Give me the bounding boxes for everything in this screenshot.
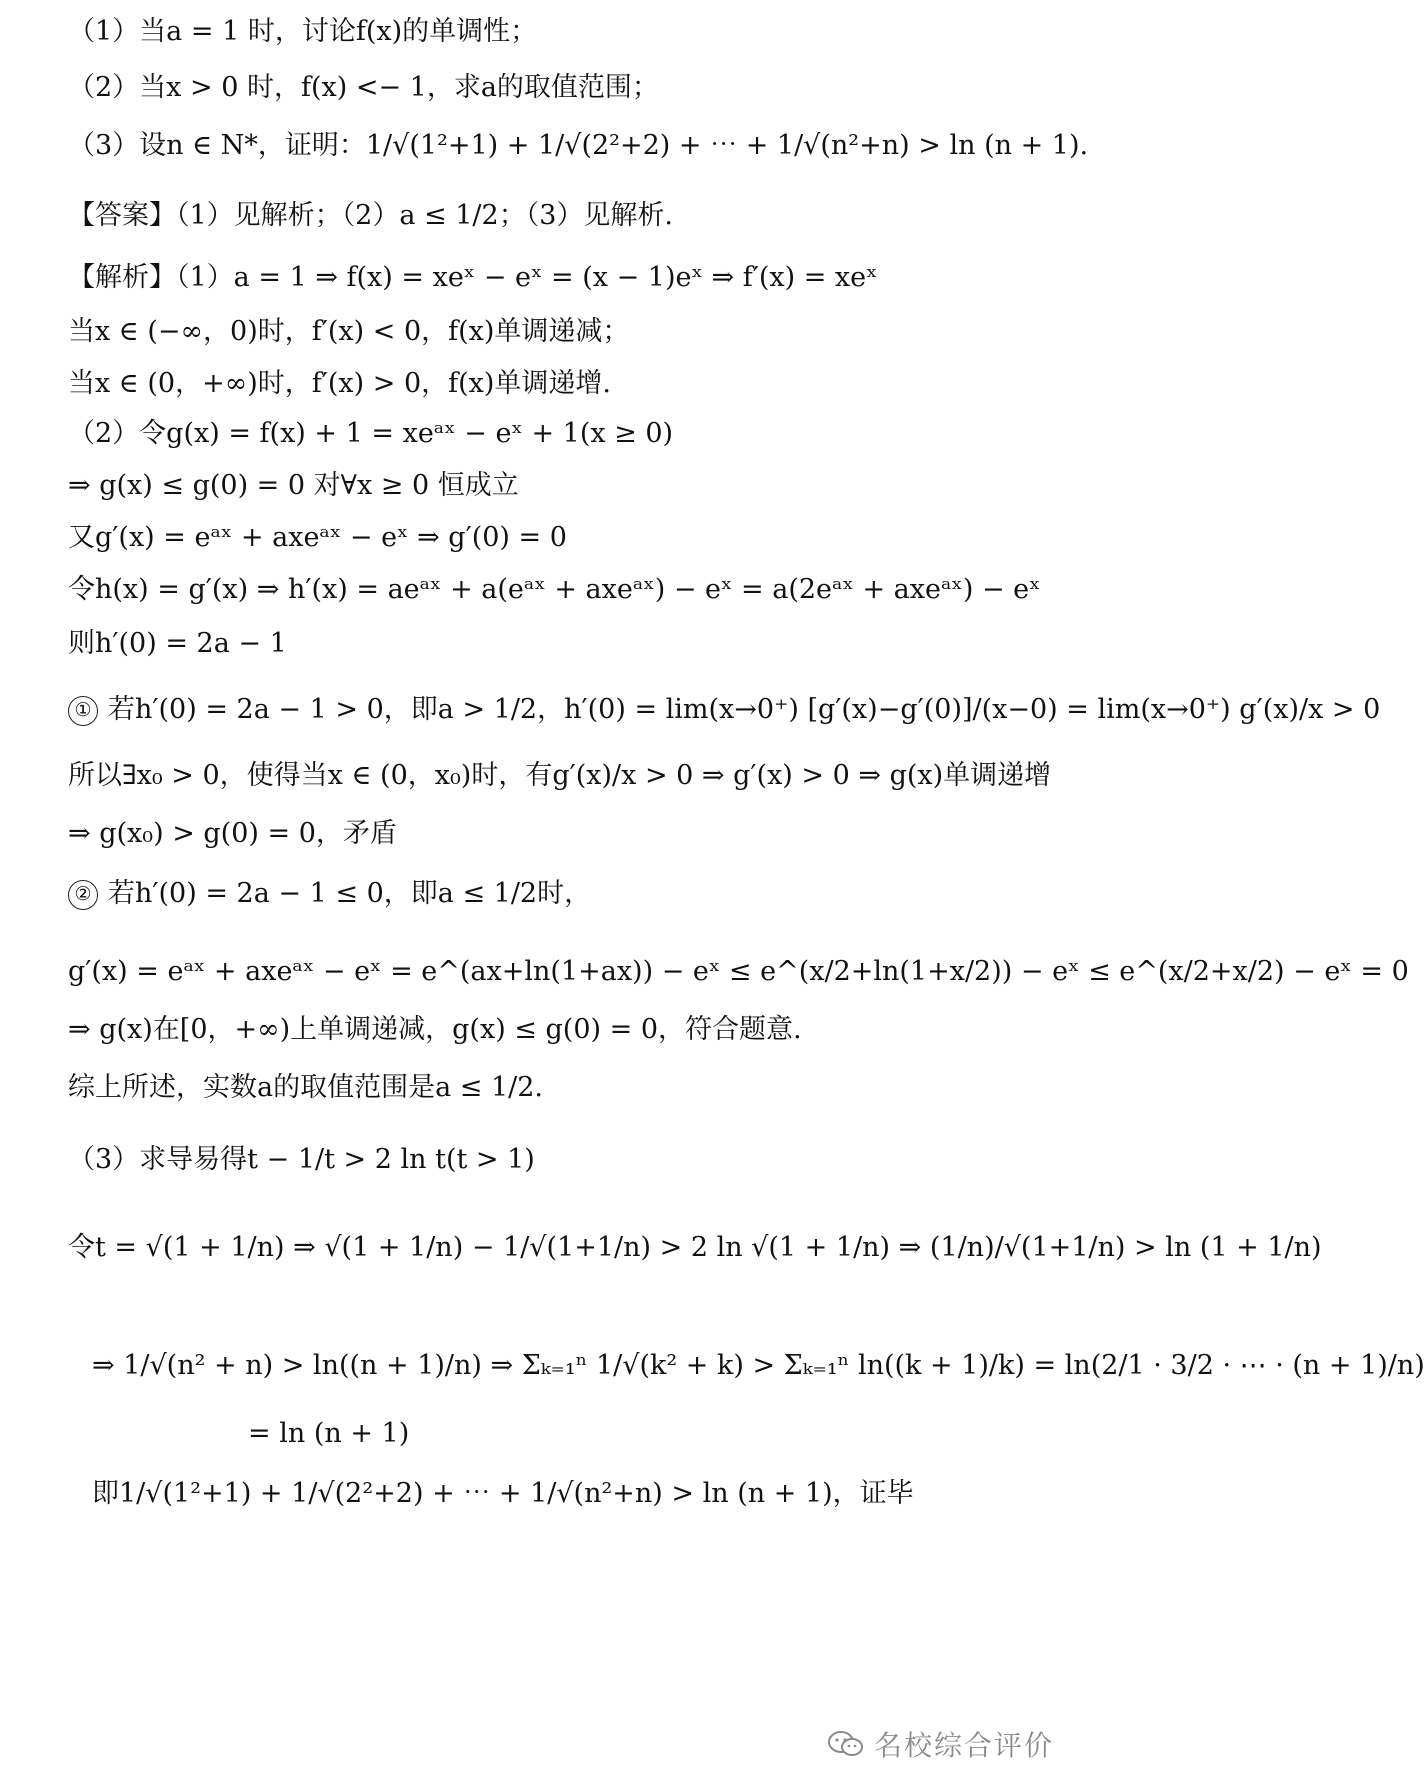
case-2-line (68, 874, 591, 914)
solution-line-16: （3）求导易得t − 1/t > 2 ln t(t > 1) (68, 1144, 535, 1175)
solution-line-19: = ln (n + 1) (248, 1418, 410, 1449)
solution-line-10: 所以∃x₀ > 0，使得当x ∈ (0，x₀)时，有g′(x)/x > 0 ⇒ g′(x) > 0 ⇒ g(x)单调递增 (68, 760, 1052, 791)
solution-line-8: 则h′(0) = 2a − 1 (68, 628, 287, 659)
problem-part-3: （3）设n ∈ N*，证明：1/√(1²+1) + 1/√(2²+2) + ⋯ + 1/√(n²+n) > ln (n + 1). (68, 130, 1089, 161)
solution-line-13: g′(x) = eᵃˣ + axeᵃˣ − eˣ = e^(ax+ln(1+ax)) − eˣ ≤ e^(x/2+ln(1+x/2)) − eˣ ≤ e^(x/2+x/2) − eˣ = 0 (68, 956, 1409, 987)
solution-line-6: 又g′(x) = eᵃˣ + axeᵃˣ − eˣ ⇒ g′(0) = 0 (68, 522, 567, 553)
case-2-marker: ② (68, 880, 98, 910)
case-1-marker: ① (68, 696, 98, 726)
wechat-icon (826, 1729, 866, 1759)
watermark (826, 1724, 1054, 1764)
solution-line-2: 当x ∈ (−∞，0)时，f′(x) < 0，f(x)单调递减； (68, 316, 630, 347)
answer-line: 【答案】（1）见解析；（2）a ≤ 1/2；（3）见解析. (68, 200, 673, 231)
solution-line-20: 即1/√(1²+1) + 1/√(2²+2) + ⋯ + 1/√(n²+n) > ln (n + 1)，证毕 (92, 1478, 914, 1509)
solution-line-1: 【解析】（1）a = 1 ⇒ f(x) = xeˣ − eˣ = (x − 1)eˣ ⇒ f′(x) = xeˣ (68, 262, 878, 293)
solution-line-4: （2）令g(x) = f(x) + 1 = xeᵃˣ − eˣ + 1(x ≥ 0) (68, 418, 674, 449)
solution-line-14: ⇒ g(x)在[0，+∞)上单调递减，g(x) ≤ g(0) = 0，符合题意. (68, 1014, 802, 1045)
solution-line-17: 令t = √(1 + 1/n) ⇒ √(1 + 1/n) − 1/√(1+1/n) > 2 ln √(1 + 1/n) ⇒ (1/n)/√(1+1/n) > ln (1 + 1/n) (68, 1232, 1322, 1263)
solution-line-5: ⇒ g(x) ≤ g(0) = 0 对∀x ≥ 0 恒成立 (68, 470, 519, 501)
solution-line-18: ⇒ 1/√(n² + n) > ln((n + 1)/n) ⇒ Σₖ₌₁ⁿ 1/√(k² + k) > Σₖ₌₁ⁿ ln((k + 1)/k) = ln(2/1 · 3/2 · ⋯ · (n + 1)/n) (92, 1350, 1425, 1381)
case-1-text: 若h′(0) = 2a − 1 > 0，即a > 1/2，h′(0) = lim(x→0⁺) [g′(x)−g′(0)]/(x−0) = lim(x→0⁺) g′(x)/x > 0 (108, 694, 1381, 725)
watermark-text: 名校综合评价 (873, 1729, 1054, 1762)
case-2-text: 若h′(0) = 2a − 1 ≤ 0，即a ≤ 1/2时， (108, 878, 592, 909)
problem-part-1: （1）当a = 1 时，讨论f(x)的单调性； (68, 16, 538, 47)
solution-line-15: 综上所述，实数a的取值范围是a ≤ 1/2. (68, 1072, 544, 1103)
solution-line-7: 令h(x) = g′(x) ⇒ h′(x) = aeᵃˣ + a(eᵃˣ + axeᵃˣ) − eˣ = a(2eᵃˣ + axeᵃˣ) − eˣ (68, 574, 1041, 605)
solution-line-11: ⇒ g(x₀) > g(0) = 0，矛盾 (68, 818, 397, 849)
problem-part-2: （2）当x > 0 时，f(x) <− 1，求a的取值范围； (68, 72, 659, 103)
case-1-line (68, 690, 1380, 730)
solution-line-3: 当x ∈ (0，+∞)时，f′(x) > 0，f(x)单调递增. (68, 368, 611, 399)
